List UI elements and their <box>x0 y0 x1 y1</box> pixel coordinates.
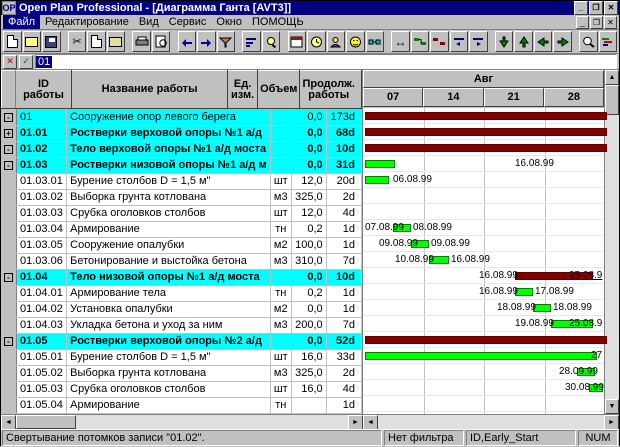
cell-unit[interactable]: шт <box>270 173 291 189</box>
bar-finish-label: 25.08.9 <box>569 318 603 329</box>
bar-start-label: 16.08.99 <box>479 270 518 281</box>
cell-unit[interactable]: тн <box>270 397 291 413</box>
cell-id[interactable]: 01.03.01 <box>17 173 67 189</box>
summary-bar[interactable] <box>365 112 607 120</box>
bar-finish-label: 27 <box>591 350 603 361</box>
cell-volume[interactable]: 0,0 <box>291 157 326 173</box>
timescale-week-2: 21 <box>484 88 544 107</box>
cell-volume[interactable]: 0,0 <box>291 125 326 141</box>
timescale-week-1: 14 <box>423 88 483 107</box>
edit-bar <box>1 54 619 70</box>
new-icon[interactable] <box>3 31 22 52</box>
timescale-month: Авг <box>363 70 604 88</box>
expand-toggle[interactable] <box>1 157 17 173</box>
table-row[interactable] <box>1 285 362 301</box>
minus-icon[interactable]: - <box>4 145 13 154</box>
cell-volume[interactable]: 325,0 <box>291 365 326 381</box>
gantt-row[interactable] <box>363 364 604 380</box>
copy-icon[interactable] <box>87 31 106 52</box>
cell-id[interactable]: 01.03.03 <box>17 205 67 221</box>
table-row[interactable] <box>1 237 362 253</box>
app-icon: OP <box>2 3 16 13</box>
cell-id[interactable]: 01.01 <box>17 125 67 141</box>
cell-duration[interactable]: 33d <box>326 349 361 365</box>
expand-toggle[interactable] <box>1 109 17 125</box>
gantt-timescale <box>363 70 604 108</box>
bar-finish-label: 28.09.99 <box>559 366 598 377</box>
gantt-row[interactable] <box>363 140 604 156</box>
clock-icon[interactable] <box>307 31 326 52</box>
minus-icon[interactable]: - <box>4 113 13 122</box>
cell-duration[interactable]: 10d <box>326 141 361 157</box>
cell-name[interactable]: Армирование <box>67 221 270 237</box>
table-row[interactable] <box>1 349 362 365</box>
table-row[interactable] <box>1 381 362 397</box>
arrow-left-icon[interactable] <box>534 31 553 52</box>
task-bar[interactable] <box>365 352 597 360</box>
column-header-unit[interactable]: Ед. изм. <box>228 71 258 109</box>
cell-name[interactable]: Тело верховой опоры №1 а/д моста <box>67 141 270 157</box>
gantt-bars-area[interactable] <box>363 108 604 414</box>
minus-icon[interactable]: - <box>4 337 13 346</box>
cell-unit[interactable]: м2 <box>270 237 291 253</box>
timescale-week-3: 28 <box>544 88 604 107</box>
unlink-icon[interactable] <box>430 31 449 52</box>
task-grid-header <box>2 71 362 109</box>
cell-volume[interactable]: 12,0 <box>291 173 326 189</box>
cell-duration[interactable]: 52d <box>326 333 361 349</box>
expand-toggle[interactable] <box>1 205 17 221</box>
cell-unit[interactable]: м3 <box>270 189 291 205</box>
undo-icon[interactable] <box>178 31 197 52</box>
minimize-button[interactable]: _ <box>574 1 588 15</box>
cell-volume[interactable]: 16,0 <box>291 381 326 397</box>
table-row[interactable] <box>1 173 362 189</box>
resource-icon[interactable] <box>327 31 346 52</box>
cell-unit[interactable]: м3 <box>270 253 291 269</box>
cell-volume[interactable]: 16,0 <box>291 349 326 365</box>
gantt-row[interactable] <box>363 188 604 204</box>
cell-id[interactable]: 01.05 <box>17 333 67 349</box>
gantt-icon[interactable] <box>599 31 618 52</box>
expand-toggle[interactable] <box>1 397 17 413</box>
gantt-row[interactable] <box>363 204 604 220</box>
cell-unit[interactable] <box>270 125 291 141</box>
gantt-row[interactable] <box>363 380 604 396</box>
table-row[interactable] <box>1 253 362 269</box>
filter-icon[interactable] <box>217 31 236 52</box>
status-message: Свертывание потомков записи "01.02". <box>2 430 382 446</box>
arrow-right-icon[interactable] <box>553 31 572 52</box>
save-icon[interactable] <box>42 31 61 52</box>
table-row[interactable] <box>1 317 362 333</box>
gantt-row[interactable] <box>363 268 604 284</box>
gantt-row[interactable] <box>363 220 604 236</box>
timescale-weeks <box>363 88 604 107</box>
expand-toggle[interactable] <box>1 301 17 317</box>
cell-id[interactable]: 01.03.06 <box>17 253 67 269</box>
cell-volume[interactable]: 0,0 <box>291 333 326 349</box>
table-row[interactable] <box>1 125 362 141</box>
window-title: Open Plan Professional - [Диаграмма Ганта [AVT3]] <box>19 2 292 14</box>
summary-bar[interactable] <box>365 144 607 152</box>
bar-finish-label: 18.08.99 <box>553 302 592 313</box>
grid-scroll-left-button[interactable]: ◄ <box>1 415 16 430</box>
cell-id[interactable]: 01.05.04 <box>17 397 67 413</box>
print-icon[interactable] <box>132 31 151 52</box>
cell-volume[interactable]: 0,0 <box>291 269 326 285</box>
column-header-duration[interactable]: Продолж. работы <box>300 71 362 109</box>
cell-volume[interactable]: 0,2 <box>291 221 326 237</box>
table-row[interactable] <box>1 333 362 349</box>
mdi-child-controls <box>576 16 617 29</box>
status-bar <box>1 429 619 447</box>
cell-volume[interactable]: 200,0 <box>291 317 326 333</box>
cell-volume[interactable]: 0,0 <box>291 141 326 157</box>
redo-icon[interactable] <box>197 31 216 52</box>
menu-item-help[interactable]: ПОМОЩЬ <box>251 16 304 28</box>
cell-id[interactable]: 01.04.01 <box>17 285 67 301</box>
menu-item-view[interactable]: Вид <box>138 16 159 28</box>
bar-finish-label: 06.08.99 <box>393 174 432 185</box>
cell-unit[interactable] <box>270 109 291 125</box>
cell-duration[interactable]: 68d <box>326 125 361 141</box>
cell-unit[interactable]: м3 <box>270 365 291 381</box>
bar-start-label: 07.08.99 <box>365 222 404 233</box>
cell-name[interactable]: Укладка бетона и уход за ним <box>67 317 270 333</box>
cell-unit[interactable]: тн <box>270 221 291 237</box>
cancel-edit-icon[interactable]: ✕ <box>3 55 17 69</box>
arrow-down-icon[interactable] <box>495 31 514 52</box>
cell-unit[interactable] <box>270 157 291 173</box>
expand-toggle[interactable] <box>1 269 17 285</box>
expand-toggle[interactable] <box>1 349 17 365</box>
indent-left-icon[interactable]: ↔ <box>391 31 410 52</box>
cut-icon[interactable]: ✂ <box>68 31 87 52</box>
status-num: NUM <box>578 430 618 446</box>
gantt-row[interactable] <box>363 332 604 348</box>
cell-duration[interactable]: 1d <box>326 221 361 237</box>
cell-name[interactable]: Ростверки верховой опоры №1 а/д <box>67 125 270 141</box>
vertical-scroll-track[interactable] <box>605 115 619 399</box>
cell-duration[interactable]: 10d <box>326 269 361 285</box>
task-grid-body <box>1 109 362 414</box>
plus-icon[interactable]: + <box>4 129 13 138</box>
table-row[interactable] <box>1 141 362 157</box>
outdent-icon[interactable] <box>450 31 469 52</box>
task-bar[interactable] <box>365 176 389 184</box>
gantt-scroll-track[interactable] <box>378 415 604 429</box>
gantt-chart <box>363 70 604 414</box>
scroll-down-button[interactable]: ▼ <box>605 399 619 414</box>
cell-name[interactable]: Ростверки верховой опоры №2 а/д <box>67 333 270 349</box>
expand-toggle[interactable] <box>1 173 17 189</box>
accept-edit-icon[interactable]: ✓ <box>19 55 33 69</box>
gantt-row[interactable] <box>363 396 604 412</box>
cell-volume[interactable] <box>291 397 326 413</box>
expand-toggle[interactable] <box>1 381 17 397</box>
table-row[interactable] <box>1 301 362 317</box>
task-bar[interactable] <box>365 160 395 168</box>
column-header-id[interactable]: ID работы <box>16 71 72 109</box>
cell-duration[interactable]: 2d <box>326 365 361 381</box>
gantt-row[interactable] <box>363 236 604 252</box>
link-icon[interactable] <box>411 31 430 52</box>
cell-unit[interactable]: м3 <box>270 317 291 333</box>
toolbar <box>1 30 619 54</box>
cell-volume[interactable]: 100,0 <box>291 237 326 253</box>
network-icon[interactable] <box>366 31 385 52</box>
child-minimize-button[interactable]: _ <box>576 16 589 29</box>
bar-finish-label: 08.08.99 <box>413 222 452 233</box>
expand-toggle[interactable] <box>1 365 17 381</box>
arrow-up-icon[interactable] <box>514 31 533 52</box>
cell-volume[interactable]: 310,0 <box>291 253 326 269</box>
cell-edit-value: 01 <box>38 55 51 68</box>
bar-start-label: 10.08.99 <box>395 254 434 265</box>
window-controls <box>574 1 618 15</box>
maximize-button[interactable]: ❐ <box>589 1 603 15</box>
task-grid <box>1 70 363 414</box>
cell-duration[interactable]: 4d <box>326 205 361 221</box>
cell-id[interactable]: 01.05.01 <box>17 349 67 365</box>
cell-unit[interactable]: м2 <box>270 301 291 317</box>
gantt-scroll-right-button[interactable]: ► <box>604 415 619 430</box>
bar-finish-label: 16.08.99 <box>515 158 554 169</box>
expand-toggle[interactable] <box>1 189 17 205</box>
cell-id[interactable]: 01.02 <box>17 141 67 157</box>
cell-duration[interactable]: 31d <box>326 157 361 173</box>
indent-icon[interactable] <box>469 31 488 52</box>
cell-duration[interactable]: 7d <box>326 253 361 269</box>
cell-name[interactable]: Сооружение опалубки <box>67 237 270 253</box>
table-row[interactable] <box>1 365 362 381</box>
gantt-row[interactable] <box>363 252 604 268</box>
timescale-week-0: 07 <box>363 88 423 107</box>
grid-scroll-thumb[interactable] <box>16 415 76 429</box>
calendar-icon[interactable] <box>288 31 307 52</box>
cell-name[interactable]: Срубка оголовков столбов <box>67 205 270 221</box>
smiley-icon[interactable] <box>346 31 365 52</box>
expand-toggle[interactable] <box>1 333 17 349</box>
cell-duration[interactable]: 20d <box>326 173 361 189</box>
cell-name[interactable]: Бурение столбов D = 1,5 м" <box>67 173 270 189</box>
expand-toggle[interactable] <box>1 317 17 333</box>
bar-finish-label: 17.08.99 <box>535 286 574 297</box>
table-row[interactable] <box>1 397 362 413</box>
open-icon[interactable] <box>23 31 42 52</box>
cell-duration[interactable]: 1d <box>326 301 361 317</box>
menu-item-file[interactable]: Файл <box>3 15 40 29</box>
cell-unit[interactable] <box>270 333 291 349</box>
table-row[interactable] <box>1 205 362 221</box>
close-button[interactable]: ✕ <box>604 1 618 15</box>
cell-id[interactable]: 01 <box>17 109 67 125</box>
cell-duration[interactable]: 173d <box>326 109 361 125</box>
cell-unit[interactable]: шт <box>270 205 291 221</box>
grid-scroll-track[interactable] <box>76 415 348 429</box>
column-header-expand[interactable] <box>2 71 16 109</box>
menu-item-edit[interactable]: Редактирование <box>45 16 129 28</box>
cell-name[interactable]: Тело низовой опоры №1 а/д моста <box>67 269 270 285</box>
menu-item-window[interactable]: Окно <box>216 16 242 28</box>
cell-id[interactable]: 01.03 <box>17 157 67 173</box>
cell-id[interactable]: 01.03.05 <box>17 237 67 253</box>
cell-name[interactable]: Армирование <box>67 397 270 413</box>
table-row[interactable] <box>1 157 362 173</box>
gantt-row[interactable] <box>363 156 604 172</box>
cell-id[interactable]: 01.05.03 <box>17 381 67 397</box>
expand-toggle[interactable] <box>1 125 17 141</box>
cell-unit[interactable] <box>270 269 291 285</box>
gantt-row[interactable] <box>363 172 604 188</box>
table-row[interactable] <box>1 189 362 205</box>
table-row[interactable] <box>1 269 362 285</box>
cell-duration[interactable]: 1d <box>326 397 361 413</box>
find-icon[interactable] <box>262 31 281 52</box>
vertical-scrollbar[interactable] <box>604 70 619 414</box>
cell-id[interactable]: 01.04 <box>17 269 67 285</box>
cell-id[interactable]: 01.04.03 <box>17 317 67 333</box>
gantt-row[interactable] <box>363 124 604 140</box>
cell-duration[interactable]: 2d <box>326 189 361 205</box>
cell-name[interactable]: Срубка оголовков столбов <box>67 381 270 397</box>
task-grid-rows <box>1 109 362 414</box>
grid-scroll-right-button[interactable]: ► <box>348 415 363 430</box>
task-grid-table <box>1 70 362 109</box>
cell-name[interactable]: Выборка грунта котлована <box>67 189 270 205</box>
horizontal-scrollbars[interactable] <box>1 414 619 429</box>
bar-start-label: 19.08.99 <box>515 318 554 329</box>
bar-start-label: 09.08.99 <box>379 238 418 249</box>
bar-finish-label: 09.08.99 <box>431 238 470 249</box>
cell-duration[interactable]: 1d <box>326 285 361 301</box>
table-row[interactable] <box>1 221 362 237</box>
cell-id[interactable]: 01.05.02 <box>17 365 67 381</box>
cell-unit[interactable] <box>270 141 291 157</box>
menu-item-tools[interactable]: Сервис <box>168 16 207 28</box>
cell-name[interactable]: Армирование тела <box>67 285 270 301</box>
cell-name[interactable]: Сооружение опор левого берега <box>67 109 270 125</box>
bar-finish-label: 25.08.9 <box>569 270 603 281</box>
gantt-row[interactable] <box>363 284 604 300</box>
gantt-row[interactable] <box>363 348 604 364</box>
bar-start-label: 16.08.99 <box>479 286 518 297</box>
cell-name[interactable]: Бетонирование и выстойка бетона <box>67 253 270 269</box>
bar-finish-label: 30.08.99 <box>565 382 604 393</box>
minus-icon[interactable]: - <box>4 273 13 282</box>
cell-unit[interactable]: шт <box>270 349 291 365</box>
cell-id[interactable]: 01.03.04 <box>17 221 67 237</box>
cell-volume[interactable]: 0,0 <box>291 301 326 317</box>
bar-start-label: 18.08.99 <box>497 302 536 313</box>
cell-unit[interactable]: шт <box>270 381 291 397</box>
summary-bar[interactable] <box>365 128 607 136</box>
cell-name[interactable]: Бурение столбов D = 1,5 м" <box>67 349 270 365</box>
table-row[interactable] <box>1 109 362 125</box>
zoom-icon[interactable] <box>579 31 598 52</box>
cell-volume[interactable]: 0,0 <box>291 109 326 125</box>
gantt-scroll-left-button[interactable]: ◄ <box>363 415 378 430</box>
gantt-row[interactable] <box>363 108 604 124</box>
minus-icon[interactable]: - <box>4 161 13 170</box>
paste-icon[interactable] <box>107 31 126 52</box>
status-field: ID,Early_Start <box>466 430 576 446</box>
menu-bar <box>1 15 619 30</box>
gantt-row[interactable] <box>363 316 604 332</box>
cell-volume[interactable]: 12,0 <box>291 205 326 221</box>
child-close-button[interactable]: ✕ <box>604 16 617 29</box>
sort-icon[interactable] <box>242 31 261 52</box>
expand-toggle[interactable] <box>1 221 17 237</box>
cell-duration[interactable]: 4d <box>326 381 361 397</box>
cell-edit-input[interactable] <box>35 54 617 69</box>
cell-id[interactable]: 01.03.02 <box>17 189 67 205</box>
cell-unit[interactable]: тн <box>270 285 291 301</box>
cell-name[interactable]: Установка опалубки <box>67 301 270 317</box>
expand-toggle[interactable] <box>1 253 17 269</box>
column-header-name[interactable]: Название работы <box>72 71 228 109</box>
main-area <box>1 70 619 414</box>
expand-toggle[interactable] <box>1 237 17 253</box>
summary-bar[interactable] <box>365 336 607 344</box>
expand-toggle[interactable] <box>1 141 17 157</box>
cell-id[interactable]: 01.04.02 <box>17 301 67 317</box>
cell-duration[interactable]: 7d <box>326 317 361 333</box>
scroll-up-button[interactable]: ▲ <box>605 70 619 85</box>
title-bar <box>1 1 619 15</box>
child-restore-button[interactable]: ❐ <box>590 16 603 29</box>
cell-name[interactable]: Выборка грунта котлована <box>67 365 270 381</box>
bar-finish-label: 16.08.99 <box>451 254 490 265</box>
gantt-row[interactable] <box>363 300 604 316</box>
cell-volume[interactable]: 0,2 <box>291 285 326 301</box>
cell-volume[interactable]: 325,0 <box>291 189 326 205</box>
cell-name[interactable]: Ростверки низовой опоры №1 а/д м <box>67 157 270 173</box>
print-preview-icon[interactable] <box>152 31 171 52</box>
expand-toggle[interactable] <box>1 285 17 301</box>
column-header-volume[interactable]: Объем <box>258 71 300 109</box>
vertical-scroll-thumb[interactable] <box>605 85 619 115</box>
cell-duration[interactable]: 1d <box>326 237 361 253</box>
status-filter: Нет фильтра <box>384 430 464 446</box>
